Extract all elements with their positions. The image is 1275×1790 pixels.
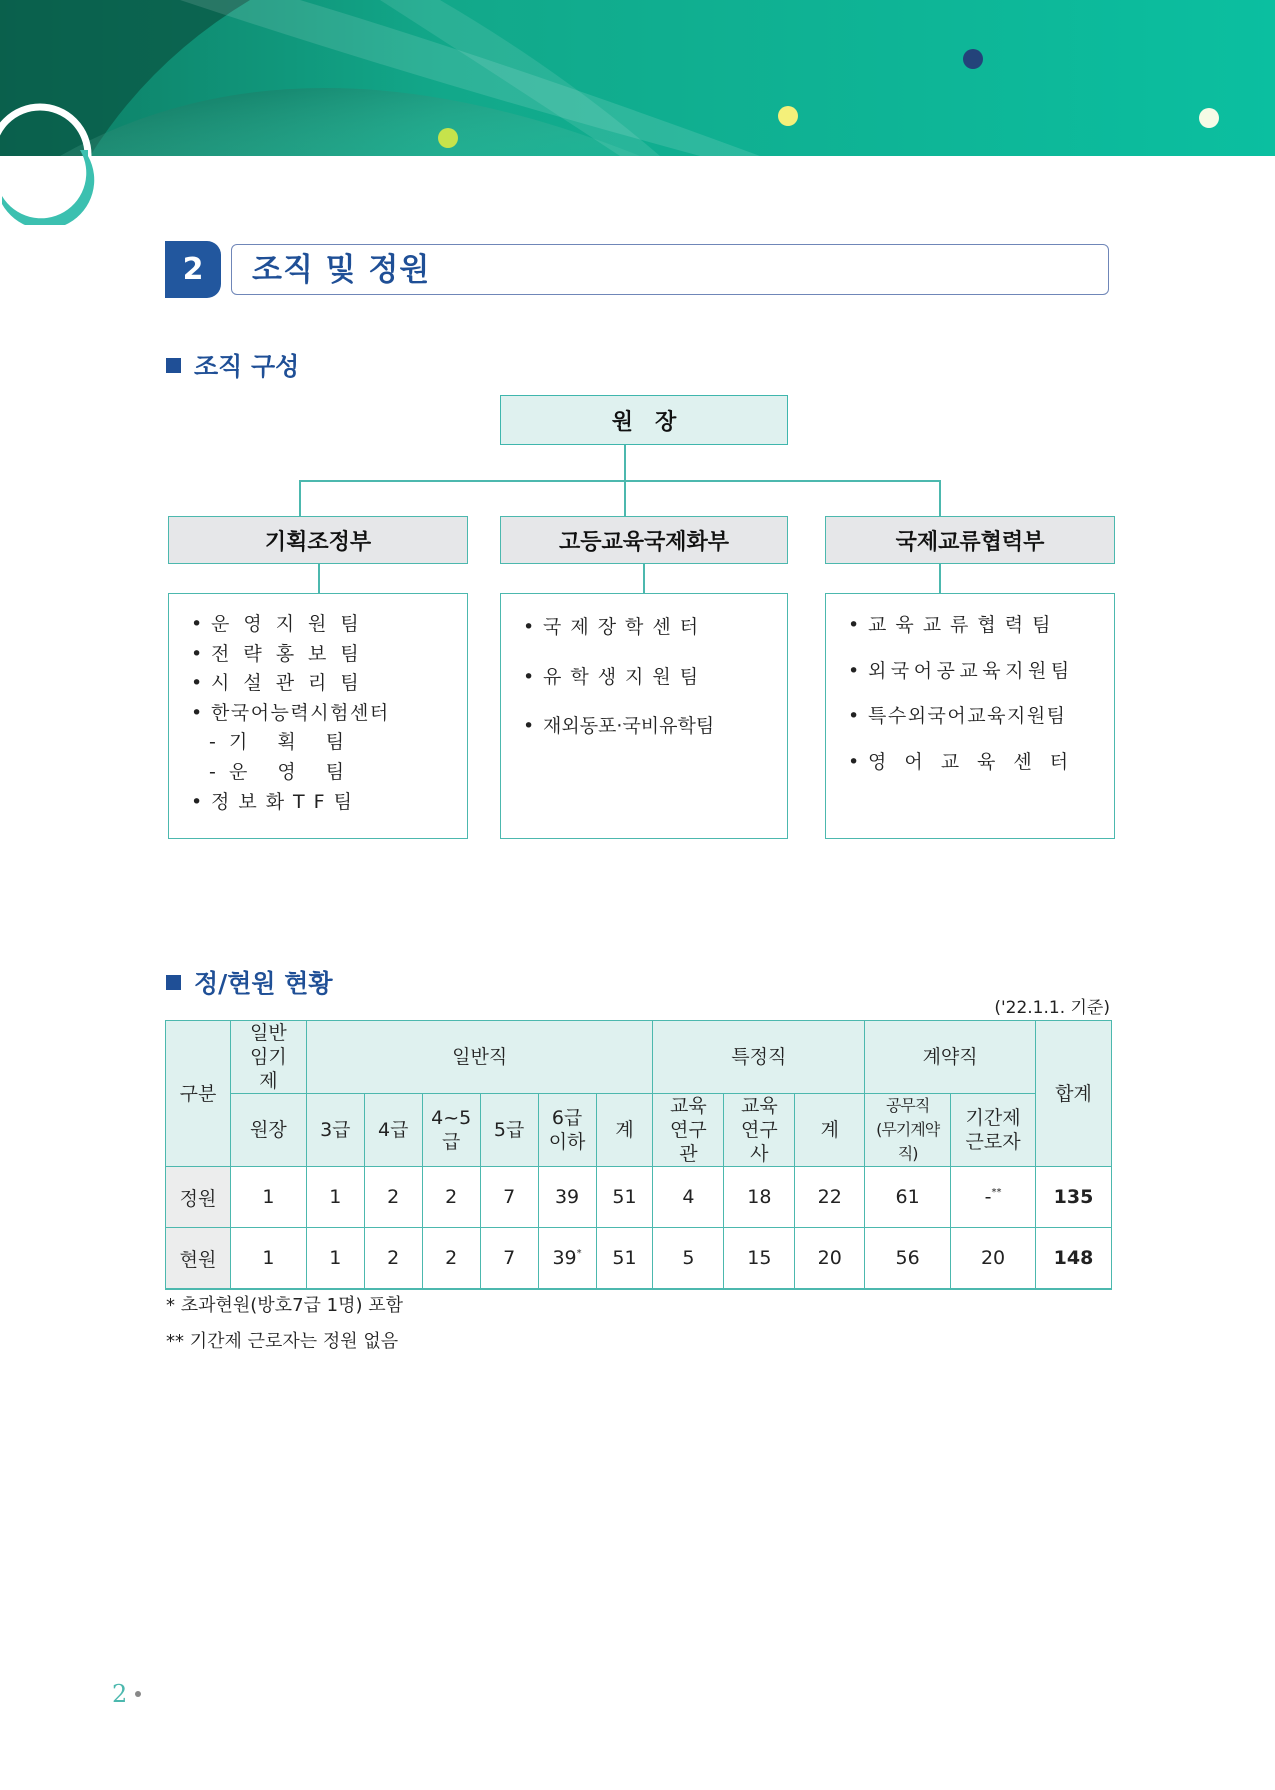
team-item: • 시설관리팀	[191, 672, 373, 695]
table-cell: 20	[951, 1228, 1036, 1290]
decor-ring	[0, 150, 100, 225]
table-cell: 18	[724, 1167, 795, 1228]
org-heading	[166, 347, 299, 383]
org-head-box: 원장	[500, 395, 788, 445]
staffing-heading	[166, 964, 333, 1000]
team-item: • 외국어공교육지원팀	[848, 659, 1074, 682]
section-number: 2	[165, 241, 221, 298]
footnote: ** 기간제 근로자는 정원 없음	[166, 1331, 399, 1352]
col-subheader: 계	[596, 1094, 653, 1167]
col-subheader: 4급	[364, 1094, 422, 1167]
footnote-mark: *	[576, 1248, 582, 1259]
col-header: 특정직	[653, 1021, 865, 1094]
connector-line	[318, 564, 320, 593]
connector-line	[643, 564, 645, 593]
table-row	[166, 1167, 1112, 1228]
col-header: 일반직	[306, 1021, 653, 1094]
connector-line	[624, 480, 626, 516]
sub-team-item: - 운영팀	[209, 760, 375, 783]
staffing-heading-label: 정/현원 현황	[194, 969, 333, 998]
table-cell: 2	[422, 1228, 480, 1290]
team-list-box	[825, 593, 1115, 839]
col-subheader: 5급	[480, 1094, 538, 1167]
table-cell: 7	[480, 1228, 538, 1290]
footnote-mark: **	[991, 1187, 1002, 1198]
decor-dot	[1199, 108, 1219, 128]
col-subheader: 4~5 급	[422, 1094, 480, 1167]
decor-dot	[963, 49, 983, 69]
table-cell: 22	[795, 1167, 865, 1228]
team-item: • 정보화TF팀	[191, 790, 361, 813]
table-cell-with-mark: -**	[951, 1167, 1036, 1228]
table-cell: 51	[596, 1228, 653, 1290]
table-cell: 39	[538, 1167, 596, 1228]
footnote: * 초과현원(방호7급 1명) 포함	[166, 1295, 403, 1316]
team-item: • 영어교육센터	[848, 750, 1087, 773]
connector-line	[299, 480, 301, 516]
col-header: 계약직	[865, 1021, 1036, 1094]
col-subheader: 계	[795, 1094, 865, 1167]
team-list-box	[168, 593, 468, 839]
connector-line	[939, 480, 941, 516]
table-cell: 15	[724, 1228, 795, 1290]
total-cell: 148	[1035, 1228, 1111, 1290]
row-label: 정원	[166, 1167, 231, 1228]
page-number	[112, 1680, 141, 1708]
square-bullet-icon	[166, 975, 181, 990]
table-cell: 5	[653, 1228, 724, 1290]
team-item: • 재외동포·국비유학팀	[523, 715, 715, 737]
org-heading-label: 조직 구성	[194, 352, 300, 381]
connector-line	[624, 445, 626, 481]
table-cell: 61	[865, 1167, 951, 1228]
connector-line	[939, 564, 941, 593]
row-label: 현원	[166, 1228, 231, 1290]
staffing-table	[165, 1020, 1112, 1290]
dept-box: 고등교육국제화부	[500, 516, 788, 564]
team-item: • 운영지원팀	[191, 613, 373, 635]
team-item: • 유학생지원팀	[523, 665, 708, 688]
team-item: • 국제장학센터	[523, 616, 708, 638]
section-title-box	[231, 244, 1109, 295]
table-cell: 1	[230, 1167, 306, 1228]
col-subheader: 교육 연구사	[724, 1094, 795, 1167]
page-number-label: 2	[112, 1680, 128, 1708]
team-item: • 한국어능력시험센터	[191, 701, 390, 724]
table-cell: 1	[306, 1167, 364, 1228]
team-item: • 전략홍보팀	[191, 642, 373, 665]
table-cell: 1	[230, 1228, 306, 1290]
table-cell: 7	[480, 1167, 538, 1228]
col-subheader: 원장	[230, 1094, 306, 1167]
dept-box: 기획조정부	[168, 516, 468, 564]
dot-icon	[135, 1691, 141, 1697]
table-cell: 2	[364, 1228, 422, 1290]
header-banner	[0, 0, 1275, 156]
col-subheader: 공무직 (무기계약직)	[865, 1094, 951, 1167]
col-header: 일반 임기제	[230, 1021, 306, 1094]
square-bullet-icon	[166, 358, 181, 373]
table-cell: 51	[596, 1167, 653, 1228]
col-subheader: 교육 연구관	[653, 1094, 724, 1167]
table-cell-with-mark: 39*	[538, 1228, 596, 1290]
decor-dot	[778, 106, 798, 126]
col-subheader: 기간제 근로자	[951, 1094, 1036, 1167]
col-header: 구분	[166, 1021, 231, 1167]
table-cell: 1	[306, 1228, 364, 1290]
team-item: • 특수외국어교육지원팀	[848, 705, 1067, 727]
as-of-date: ('22.1.1. 기준)	[994, 998, 1110, 1018]
col-subheader: 3급	[306, 1094, 364, 1167]
table-cell: 4	[653, 1167, 724, 1228]
team-item: • 교육교류협력팀	[848, 614, 1060, 636]
table-cell: 2	[364, 1167, 422, 1228]
col-header: 합계	[1035, 1021, 1111, 1167]
table-cell: 2	[422, 1167, 480, 1228]
table-cell: 20	[795, 1228, 865, 1290]
sub-team-item: - 기획팀	[209, 731, 375, 754]
decor-dot	[438, 128, 458, 148]
table-row	[166, 1228, 1112, 1290]
total-cell: 135	[1035, 1167, 1111, 1228]
section-title: 조직 및 정원	[252, 252, 431, 288]
connector-line	[299, 480, 940, 482]
team-list-box	[500, 593, 788, 839]
table-cell: 56	[865, 1228, 951, 1290]
col-subheader: 6급 이하	[538, 1094, 596, 1167]
dept-box: 국제교류협력부	[825, 516, 1115, 564]
